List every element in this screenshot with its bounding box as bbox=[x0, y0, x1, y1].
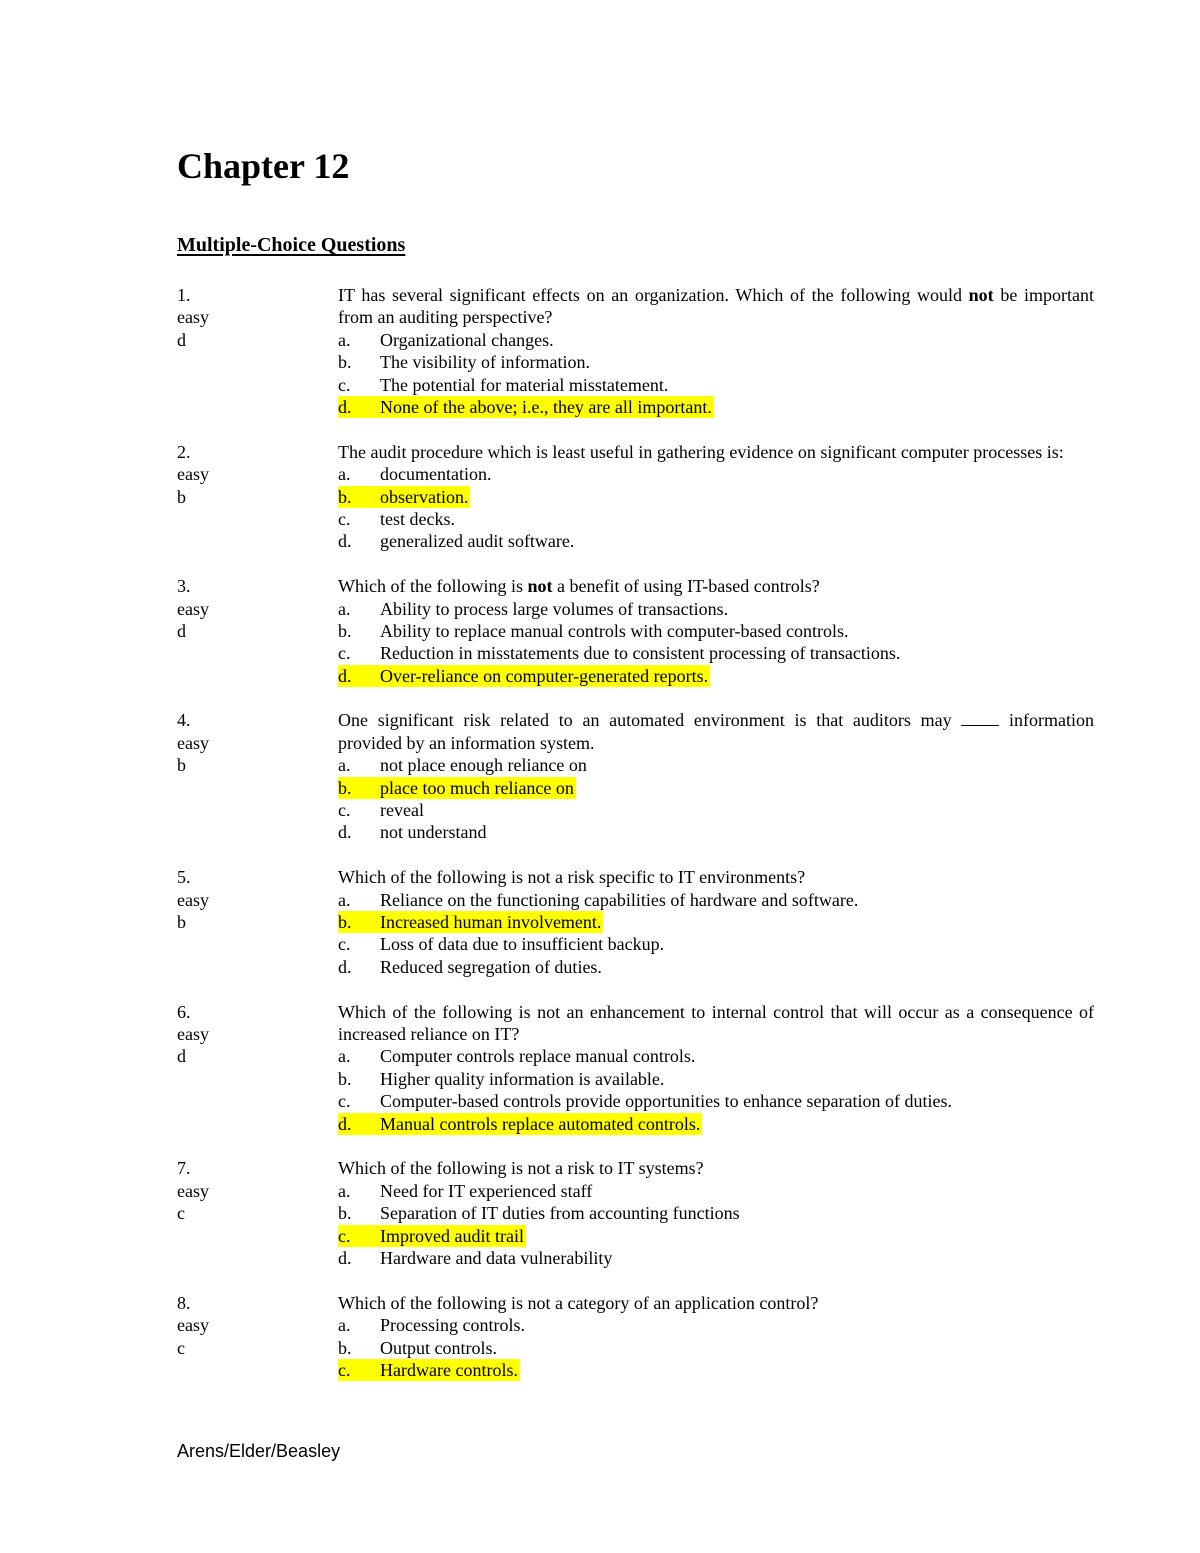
answer-choice-correct bbox=[338, 1225, 1094, 1247]
highlighted-answer bbox=[338, 911, 603, 933]
answer-choice-correct bbox=[338, 1359, 1094, 1381]
choice-letter: b. bbox=[338, 1203, 352, 1224]
question-difficulty: easy bbox=[177, 732, 209, 753]
question-stem bbox=[338, 1292, 1094, 1314]
choice-content bbox=[338, 620, 851, 642]
answer-choice bbox=[338, 374, 1094, 396]
question-number: 2. bbox=[177, 441, 191, 462]
answer-choice bbox=[338, 1068, 1094, 1090]
stem-text: Which of the following is bbox=[338, 576, 528, 597]
answer-choice bbox=[338, 463, 1094, 485]
question-item bbox=[177, 284, 1094, 418]
question-stem bbox=[338, 284, 1094, 329]
choice-text: not place enough reliance on bbox=[380, 755, 587, 776]
question-item bbox=[177, 1157, 1094, 1269]
question-meta bbox=[177, 866, 297, 933]
choice-letter: a. bbox=[338, 464, 351, 485]
choice-letter: b. bbox=[338, 486, 352, 507]
answer-choice bbox=[338, 1247, 1094, 1269]
question-meta bbox=[177, 1001, 297, 1068]
answer-choice-correct bbox=[338, 777, 1094, 799]
choice-text: documentation. bbox=[380, 464, 492, 485]
choice-text: Hardware and data vulnerability bbox=[380, 1247, 613, 1268]
answer-choice bbox=[338, 1314, 1094, 1336]
stem-text: a benefit of using IT-based controls? bbox=[552, 576, 820, 597]
choice-content bbox=[338, 374, 670, 396]
question-item bbox=[177, 1001, 1094, 1135]
stem-text: One significant risk related to an automated environment is that auditors may bbox=[338, 710, 962, 731]
fill-in-blank bbox=[961, 724, 999, 726]
choice-content bbox=[338, 821, 488, 843]
question-item bbox=[177, 709, 1094, 843]
question-answer-key: b bbox=[177, 486, 186, 507]
stem-emphasis: not bbox=[527, 576, 553, 597]
choice-letter: a. bbox=[338, 598, 351, 619]
question-stem bbox=[338, 1157, 1094, 1179]
choice-text: Computer controls replace manual controls. bbox=[380, 1046, 696, 1067]
answer-choice bbox=[338, 351, 1094, 373]
question-body bbox=[338, 284, 1094, 418]
choice-text: Manual controls replace automated controls. bbox=[380, 1113, 701, 1134]
choice-text: Increased human involvement. bbox=[380, 912, 602, 933]
answer-choice-correct bbox=[338, 396, 1094, 418]
answer-choice bbox=[338, 598, 1094, 620]
question-meta bbox=[177, 441, 297, 508]
question-stem bbox=[338, 441, 1094, 463]
choice-letter: a. bbox=[338, 1315, 351, 1336]
choice-letter: c. bbox=[338, 1359, 351, 1380]
answer-choice bbox=[338, 956, 1094, 978]
choice-content bbox=[338, 889, 860, 911]
choice-letter: c. bbox=[338, 1225, 351, 1246]
choice-text: Need for IT experienced staff bbox=[380, 1180, 593, 1201]
choice-text: Over-reliance on computer-generated reports. bbox=[380, 665, 709, 686]
highlighted-answer bbox=[338, 1359, 520, 1381]
choice-letter: b. bbox=[338, 1337, 352, 1358]
choice-content bbox=[338, 799, 426, 821]
question-difficulty: easy bbox=[177, 464, 209, 485]
choice-content bbox=[338, 463, 493, 485]
answer-choice bbox=[338, 620, 1094, 642]
question-item bbox=[177, 1292, 1094, 1382]
choice-letter: d. bbox=[338, 956, 352, 977]
question-meta bbox=[177, 575, 297, 642]
choice-text: Processing controls. bbox=[380, 1315, 525, 1336]
choice-content bbox=[338, 530, 576, 552]
answer-choice bbox=[338, 933, 1094, 955]
choice-letter: b. bbox=[338, 912, 352, 933]
highlighted-answer bbox=[338, 777, 576, 799]
choice-text: not understand bbox=[380, 822, 487, 843]
question-meta bbox=[177, 1157, 297, 1224]
choice-letter: a. bbox=[338, 889, 351, 910]
stem-text: Which of the following is not a category of an application control? bbox=[338, 1292, 819, 1313]
answer-choice bbox=[338, 821, 1094, 843]
choice-text: The potential for material misstatement. bbox=[380, 374, 669, 395]
choice-text: test decks. bbox=[380, 508, 455, 529]
choice-content bbox=[338, 754, 589, 776]
question-answer-key: b bbox=[177, 912, 186, 933]
choice-letter: d. bbox=[338, 665, 352, 686]
question-item bbox=[177, 575, 1094, 687]
choice-text: Reduction in misstatements due to consistent processing of transactions. bbox=[380, 643, 901, 664]
answer-choice bbox=[338, 799, 1094, 821]
choice-text: Improved audit trail bbox=[380, 1225, 524, 1246]
chapter-title: Chapter 12 bbox=[177, 146, 350, 186]
choice-letter: b. bbox=[338, 1068, 352, 1089]
answer-choice bbox=[338, 642, 1094, 664]
question-difficulty: easy bbox=[177, 307, 209, 328]
choice-letter: d. bbox=[338, 822, 352, 843]
choice-letter: d. bbox=[338, 1113, 352, 1134]
answer-choice bbox=[338, 530, 1094, 552]
choice-letter: d. bbox=[338, 1247, 352, 1268]
choice-letter: c. bbox=[338, 508, 351, 529]
question-difficulty: easy bbox=[177, 598, 209, 619]
answer-choice bbox=[338, 889, 1094, 911]
choice-text: Organizational changes. bbox=[380, 329, 554, 350]
question-body bbox=[338, 1001, 1094, 1135]
question-answer-key: b bbox=[177, 755, 186, 776]
answer-choice bbox=[338, 1090, 1094, 1112]
question-stem bbox=[338, 575, 1094, 597]
choice-letter: c. bbox=[338, 374, 351, 395]
answer-choice bbox=[338, 1202, 1094, 1224]
highlighted-answer bbox=[338, 486, 470, 508]
question-number: 7. bbox=[177, 1158, 191, 1179]
stem-text: The audit procedure which is least useful in gathering evidence on significant computer processes is: bbox=[338, 441, 1064, 462]
answer-choice-correct bbox=[338, 486, 1094, 508]
choice-content bbox=[338, 1180, 594, 1202]
answer-choice-correct bbox=[338, 665, 1094, 687]
choice-content bbox=[338, 1247, 614, 1269]
choice-text: reveal bbox=[380, 800, 424, 821]
question-stem bbox=[338, 1001, 1094, 1046]
choice-text: Reduced segregation of duties. bbox=[380, 956, 602, 977]
question-number: 1. bbox=[177, 285, 191, 305]
stem-text: Which of the following is not a risk to IT systems? bbox=[338, 1158, 704, 1179]
choice-content bbox=[338, 1045, 697, 1067]
choice-content bbox=[338, 508, 457, 530]
question-body bbox=[338, 1292, 1094, 1382]
choice-letter: b. bbox=[338, 352, 352, 373]
choice-content bbox=[338, 933, 666, 955]
stem-text: Which of the following is not an enhancement to internal control that will occur as a consequence of increased reliance on IT? bbox=[338, 1001, 1094, 1045]
question-answer-key: d bbox=[177, 329, 186, 350]
highlighted-answer bbox=[338, 665, 710, 687]
section-heading: Multiple-Choice Questions bbox=[177, 234, 406, 256]
choice-content bbox=[338, 642, 902, 664]
question-answer-key: d bbox=[177, 620, 186, 641]
question-answer-key: d bbox=[177, 1046, 186, 1067]
question-meta bbox=[177, 284, 297, 351]
choice-content bbox=[338, 1314, 527, 1336]
choice-content bbox=[338, 1090, 954, 1112]
question-body bbox=[338, 709, 1094, 843]
question-number: 4. bbox=[177, 710, 191, 731]
answer-choice bbox=[338, 1045, 1094, 1067]
choice-text: Hardware controls. bbox=[380, 1359, 518, 1380]
choice-letter: b. bbox=[338, 620, 352, 641]
answer-choice bbox=[338, 508, 1094, 530]
question-body bbox=[338, 1157, 1094, 1269]
answer-choice bbox=[338, 1180, 1094, 1202]
question-body bbox=[338, 866, 1094, 978]
choice-letter: b. bbox=[338, 777, 352, 798]
highlighted-answer bbox=[338, 1225, 526, 1247]
choice-content bbox=[338, 1068, 666, 1090]
choice-content bbox=[338, 598, 730, 620]
question-number: 8. bbox=[177, 1292, 191, 1313]
question-difficulty: easy bbox=[177, 1180, 209, 1201]
stem-emphasis: not bbox=[968, 285, 994, 305]
choice-text: place too much reliance on bbox=[380, 777, 574, 798]
choice-letter: a. bbox=[338, 1046, 351, 1067]
choice-content bbox=[338, 351, 592, 373]
choice-letter: c. bbox=[338, 643, 351, 664]
stem-text: Which of the following is not a risk specific to IT environments? bbox=[338, 867, 806, 888]
choice-text: Ability to replace manual controls with computer-based controls. bbox=[380, 620, 849, 641]
choice-letter: d. bbox=[338, 531, 352, 552]
answer-choice bbox=[338, 329, 1094, 351]
question-list bbox=[177, 284, 1094, 1404]
answer-choice-correct bbox=[338, 911, 1094, 933]
highlighted-answer bbox=[338, 396, 714, 418]
question-item bbox=[177, 441, 1094, 553]
stem-text: information provided by an information system. bbox=[338, 710, 1094, 753]
answer-choice bbox=[338, 754, 1094, 776]
stem-text: IT has several significant effects on an organization. Which of the following would bbox=[338, 285, 969, 305]
choice-letter: a. bbox=[338, 1180, 351, 1201]
choice-content bbox=[338, 1337, 499, 1359]
question-number: 3. bbox=[177, 576, 191, 597]
question-number: 5. bbox=[177, 867, 191, 888]
choice-text: Loss of data due to insufficient backup. bbox=[380, 934, 665, 955]
choice-content bbox=[338, 956, 604, 978]
choice-content bbox=[338, 1202, 742, 1224]
choice-letter: a. bbox=[338, 329, 351, 350]
answer-choice bbox=[338, 1337, 1094, 1359]
choice-letter: c. bbox=[338, 934, 351, 955]
question-answer-key: c bbox=[177, 1203, 185, 1224]
choice-text: None of the above; i.e., they are all important. bbox=[380, 396, 712, 417]
choice-text: Reliance on the functioning capabilities of hardware and software. bbox=[380, 889, 859, 910]
choice-text: Ability to process large volumes of transactions. bbox=[380, 598, 729, 619]
choice-text: Higher quality information is available. bbox=[380, 1068, 665, 1089]
choice-text: Computer-based controls provide opportunities to enhance separation of duties. bbox=[380, 1091, 952, 1112]
choice-text: observation. bbox=[380, 486, 469, 507]
question-number: 6. bbox=[177, 1001, 191, 1022]
question-difficulty: easy bbox=[177, 1024, 209, 1045]
question-item bbox=[177, 866, 1094, 978]
question-stem bbox=[338, 866, 1094, 888]
choice-content bbox=[338, 329, 556, 351]
choice-text: Output controls. bbox=[380, 1337, 497, 1358]
question-stem bbox=[338, 709, 1094, 754]
question-meta bbox=[177, 1292, 297, 1359]
choice-text: The visibility of information. bbox=[380, 352, 590, 373]
choice-letter: c. bbox=[338, 800, 351, 821]
stem-text: be important from an auditing perspective? bbox=[338, 285, 1094, 328]
choice-letter: c. bbox=[338, 1091, 351, 1112]
question-difficulty: easy bbox=[177, 889, 209, 910]
choice-letter: a. bbox=[338, 755, 351, 776]
choice-text: Separation of IT duties from accounting functions bbox=[380, 1203, 740, 1224]
highlighted-answer bbox=[338, 1113, 702, 1135]
footer-authors: Arens/Elder/Beasley bbox=[177, 1441, 341, 1461]
question-answer-key: c bbox=[177, 1337, 185, 1358]
choice-text: generalized audit software. bbox=[380, 531, 575, 552]
choice-letter: d. bbox=[338, 396, 352, 417]
question-meta bbox=[177, 709, 297, 776]
answer-choice-correct bbox=[338, 1113, 1094, 1135]
question-difficulty: easy bbox=[177, 1315, 209, 1336]
question-body bbox=[338, 441, 1094, 553]
question-body bbox=[338, 575, 1094, 687]
